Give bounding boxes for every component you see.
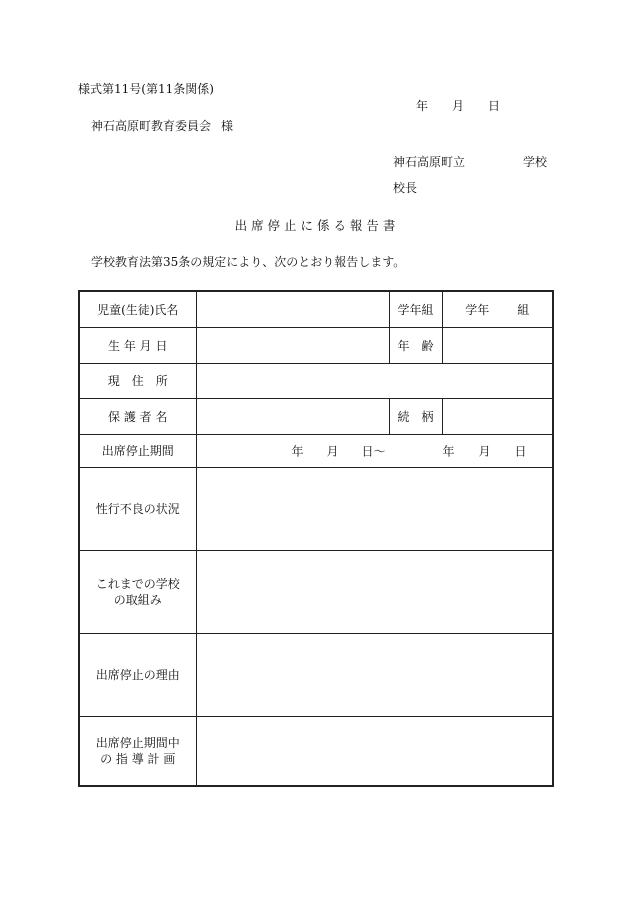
period-start-month: 月 — [326, 444, 339, 458]
principal-label: 校長 — [393, 181, 418, 195]
address-field[interactable] — [196, 363, 553, 398]
age-field[interactable] — [442, 327, 553, 363]
guardian-label: 保 護 者 名 — [79, 398, 196, 434]
misconduct-field[interactable] — [196, 467, 553, 550]
guidance-label — [79, 716, 196, 786]
school-prefix: 神石高原町立 — [393, 155, 466, 169]
row-guidance — [79, 716, 553, 786]
misconduct-label: 性行不良の状況 — [79, 467, 196, 550]
period-start-day: 日〜 — [361, 444, 386, 458]
age-label: 年 齢 — [389, 327, 442, 363]
period-label: 出席停止期間 — [79, 434, 196, 467]
row-reason — [79, 633, 553, 716]
school-efforts-field[interactable] — [196, 550, 553, 633]
school-efforts-label-line2: の取組み — [113, 592, 162, 607]
birthdate-label: 生 年 月 日 — [79, 327, 196, 363]
guidance-label-line1: 出席停止期間中 — [95, 735, 180, 750]
period-field[interactable] — [196, 434, 553, 467]
report-form-table — [78, 290, 554, 787]
row-guardian — [79, 398, 553, 434]
address-label: 現 住 所 — [79, 363, 196, 398]
date-year-label: 年 — [416, 99, 429, 113]
row-period — [79, 434, 553, 467]
form-number: 様式第11号(第11条関係) — [78, 82, 214, 96]
school-efforts-label-line1: これまでの学校 — [95, 576, 180, 591]
period-end-day: 日 — [514, 444, 527, 458]
reason-label: 出席停止の理由 — [79, 633, 196, 716]
birthdate-field[interactable] — [196, 327, 389, 363]
row-school-efforts — [79, 550, 553, 633]
row-birthdate — [79, 327, 553, 363]
school-efforts-label — [79, 550, 196, 633]
relation-label: 続 柄 — [389, 398, 442, 434]
student-name-label: 児童(生徒)氏名 — [79, 291, 196, 327]
date-day-label: 日 — [488, 99, 501, 113]
guidance-field[interactable] — [196, 716, 553, 786]
period-end-month: 月 — [478, 444, 491, 458]
reason-field[interactable] — [196, 633, 553, 716]
date-month-label: 月 — [452, 99, 465, 113]
row-student-name — [79, 291, 553, 327]
addressee: 神石高原町教育委員会 — [91, 119, 212, 133]
row-misconduct — [79, 467, 553, 550]
document-title: 出 席 停 止 に 係 る 報 告 書 — [234, 218, 396, 233]
guardian-field[interactable] — [196, 398, 389, 434]
grade-class-label: 学年組 — [389, 291, 442, 327]
grade-class-field[interactable] — [442, 291, 553, 327]
intro-text: 学校教育法第35条の規定により、次のとおり報告します。 — [91, 255, 406, 269]
class-value: 組 — [517, 302, 530, 317]
school-suffix: 学校 — [523, 155, 548, 169]
grade-value: 学年 — [465, 302, 490, 317]
guidance-label-line2: の 指 導 計 画 — [100, 751, 176, 766]
row-address — [79, 363, 553, 398]
period-start-year: 年 — [291, 444, 304, 458]
period-end-year: 年 — [442, 444, 455, 458]
student-name-field[interactable] — [196, 291, 389, 327]
addressee-honorific: 様 — [221, 119, 234, 133]
relation-field[interactable] — [442, 398, 553, 434]
